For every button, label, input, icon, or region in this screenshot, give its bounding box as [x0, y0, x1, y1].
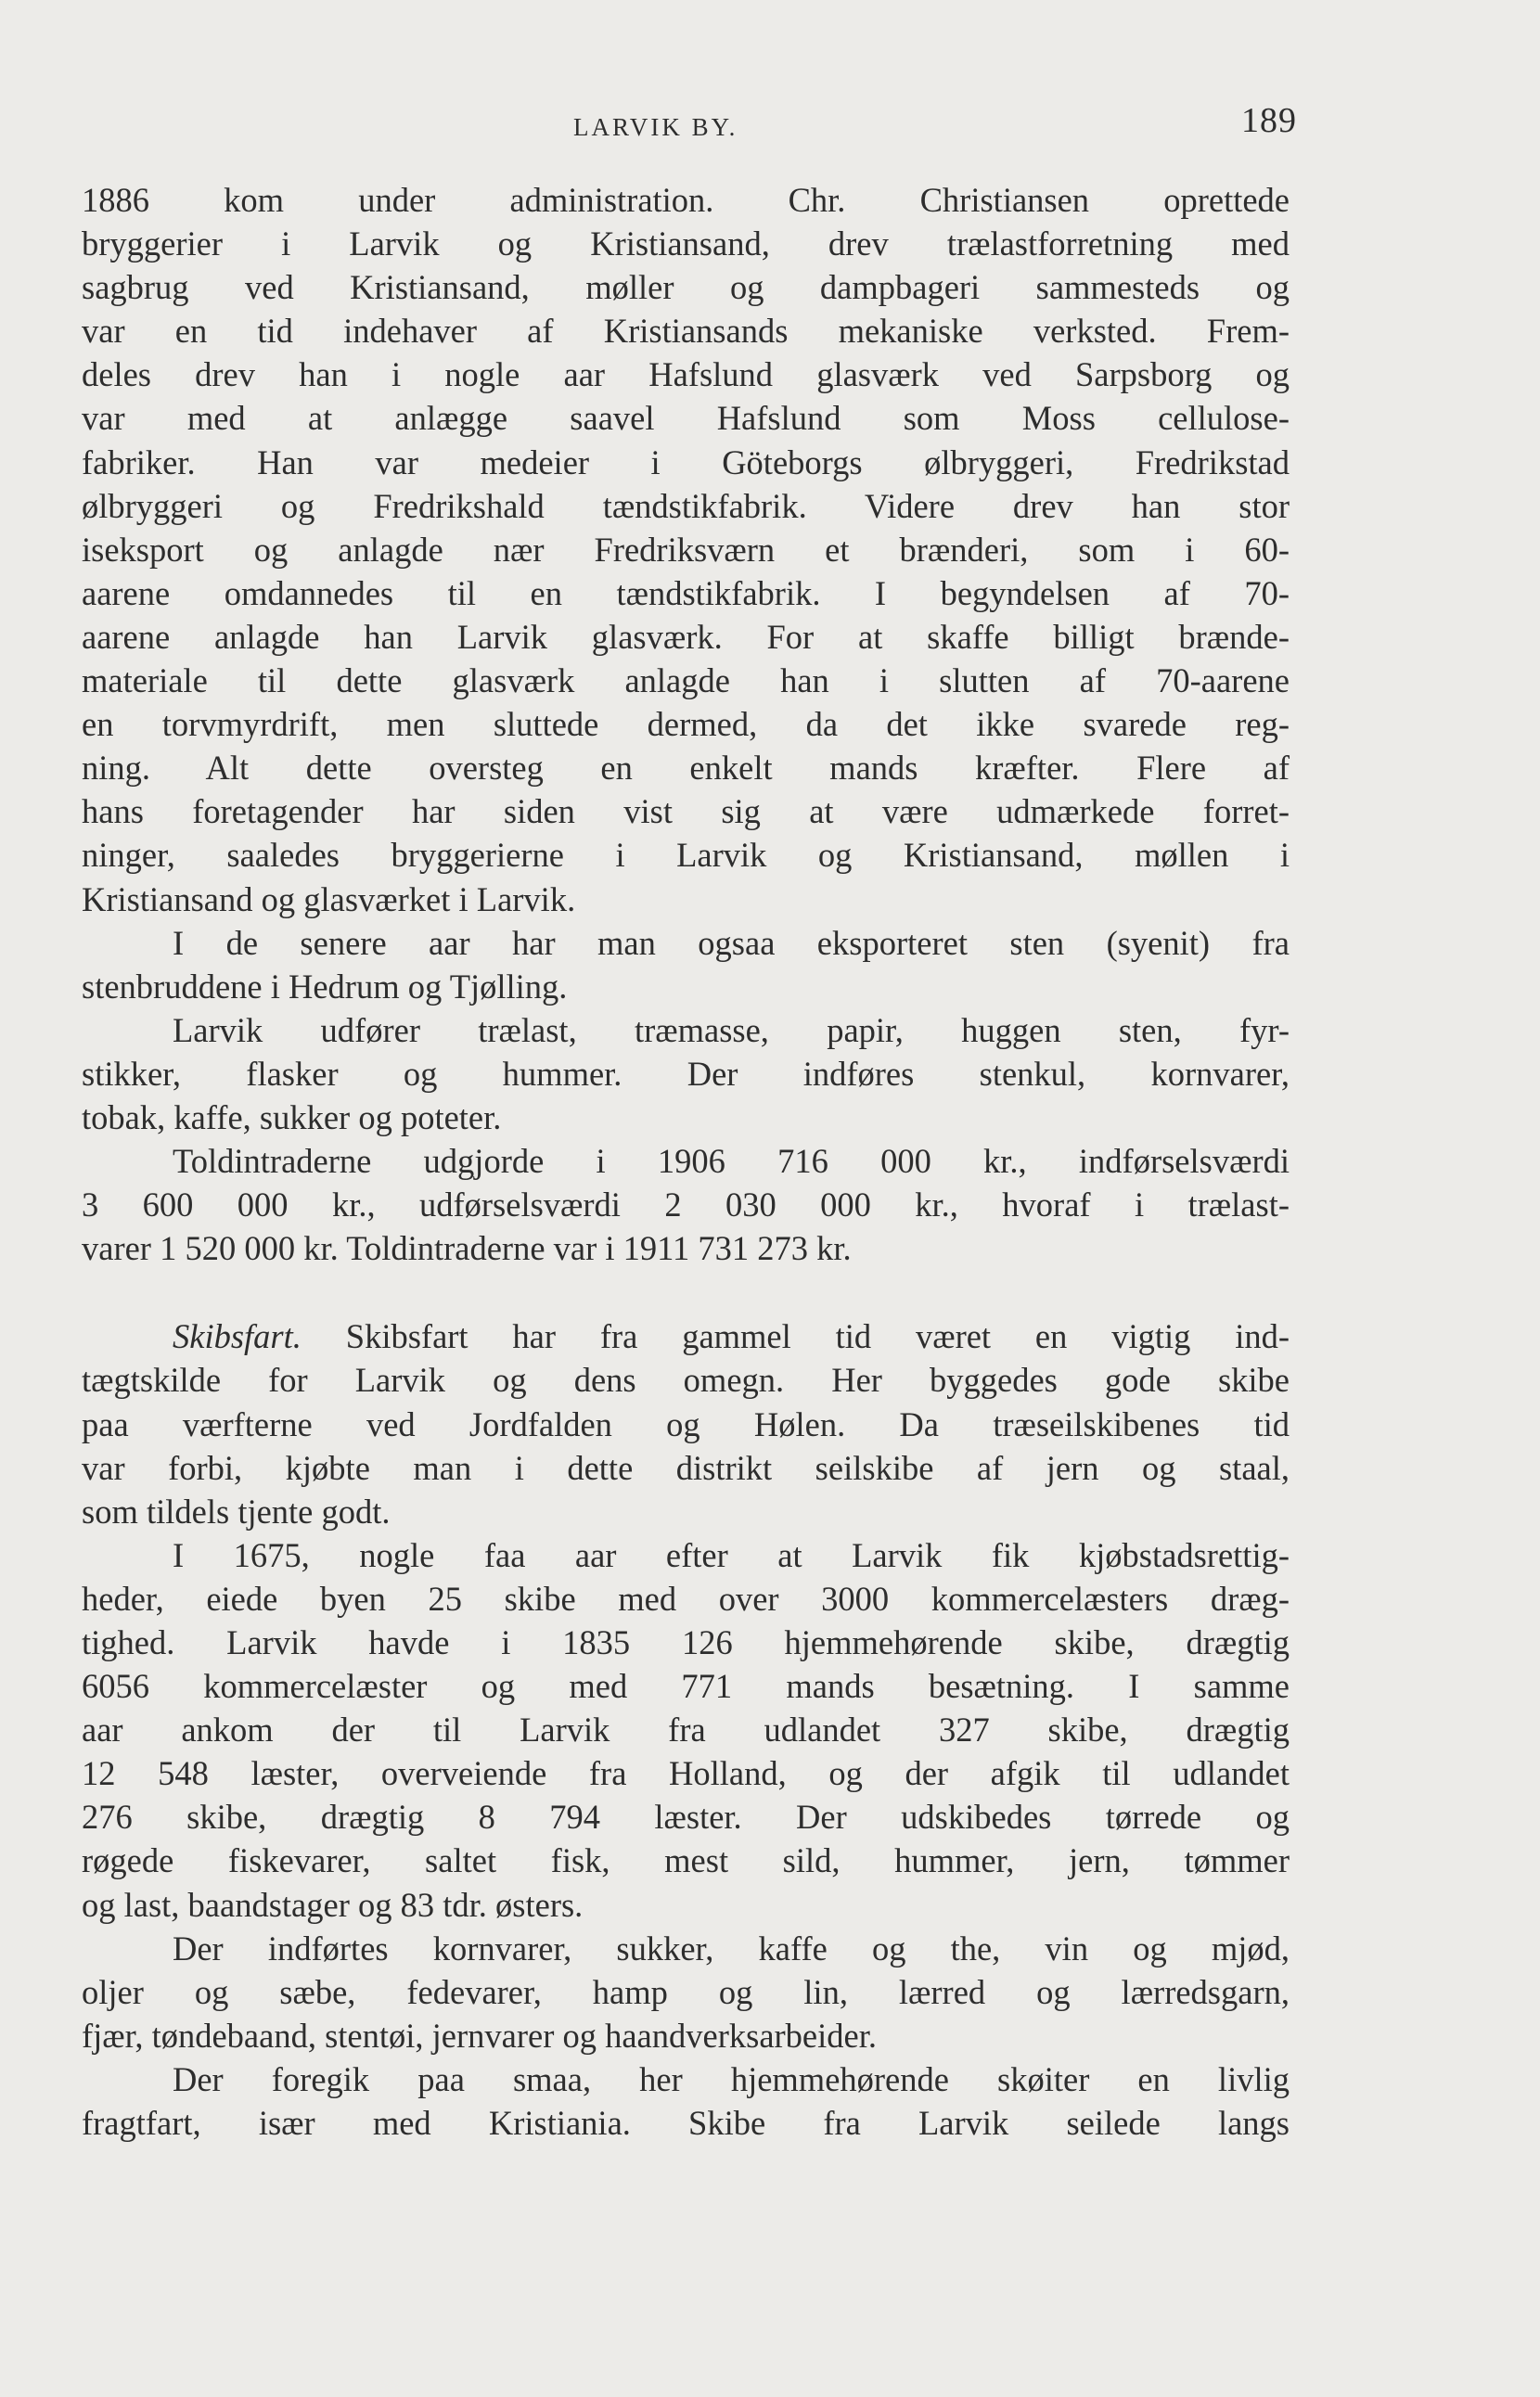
- text-line: ning. Alt dette oversteg en enkelt mands kræfter. Flere af: [82, 749, 1290, 788]
- running-title: LARVIK BY.: [573, 113, 738, 141]
- paragraph-imports-list: [82, 1927, 1290, 2057]
- paragraph-customs-revenue: [82, 1139, 1290, 1270]
- text-line: var med at anlægge saavel Hafslund som Moss cellulose-: [82, 399, 1290, 438]
- text-line: Kristiansand og glasværket i Larvik.: [82, 879, 576, 918]
- page-number: 189: [1241, 101, 1297, 140]
- text-line: fjær, tøndebaand, stentøi, jernvarer og haandverksarbeider.: [82, 2016, 877, 2055]
- paragraph-stone-export: [82, 921, 1290, 1008]
- text-line: var en tid indehaver af Kristiansands mekaniske verksted. Frem-: [82, 312, 1290, 351]
- paragraph-shipping: [82, 1314, 1290, 1532]
- text-line: varer 1 520 000 kr. Toldintraderne var i 1911 731 273 kr.: [82, 1229, 852, 1268]
- text-line: 1886 kom under administration. Chr. Christiansen oprettede: [82, 181, 1290, 219]
- text-line: var forbi, kjøbte man i dette distrikt seilskibe af jern og staal,: [82, 1448, 1290, 1487]
- text-line: ninger, saaledes bryggerierne i Larvik og Kristiansand, møllen i: [82, 836, 1290, 875]
- text-line: Der indførtes kornvarer, sukker, kaffe og the, vin og mjød,: [173, 1929, 1290, 1968]
- text-line: iseksport og anlagde nær Fredriksværn et brænderi, som i 60-: [82, 530, 1290, 569]
- text-line: materiale til dette glasværk anlagde han i slutten af 70-aarene: [82, 661, 1290, 700]
- text-line: I de senere aar har man ogsaa eksporteret sten (syenit) fra: [173, 923, 1290, 962]
- text-line: hans foretagender har siden vist sig at være udmærkede forret-: [82, 792, 1290, 831]
- text-line: 3 600 000 kr., udførselsværdi 2 030 000 kr., hvoraf i trælast-: [82, 1186, 1290, 1224]
- text-line: tobak, kaffe, sukker og poteter.: [82, 1097, 502, 1136]
- text-line: paa værfterne ved Jordfalden og Hølen. Da træseilskibenes tid: [82, 1404, 1290, 1443]
- text-line: bryggerier i Larvik og Kristiansand, drev trælastforretning med: [82, 224, 1290, 263]
- text-line: deles drev han i nogle aar Hafslund glasværk ved Sarpsborg og: [82, 355, 1290, 394]
- text-line: stenbruddene i Hedrum og Tjølling.: [82, 967, 568, 1006]
- text-line: stikker, flasker og hummer. Der indføres stenkul, kornvarer,: [82, 1054, 1290, 1093]
- text-line: oljer og sæbe, fedevarer, hamp og lin, lærred og lærredsgarn,: [82, 1972, 1290, 2011]
- text-line: I 1675, nogle faa aar efter at Larvik fik kjøbstadsrettig-: [173, 1535, 1290, 1574]
- paragraph-exports-imports: [82, 1008, 1290, 1139]
- text-line: ølbryggeri og Fredrikshald tændstikfabrik. Videre drev han stor: [82, 486, 1290, 525]
- text-line: aarene anlagde han Larvik glasværk. For at skaffe billigt brænde-: [82, 617, 1290, 656]
- body-text: [82, 178, 1290, 2145]
- text-line: Der foregik paa smaa, her hjemmehørende skøiter en livlig: [173, 2059, 1290, 2098]
- text-line: fragtfart, især med Kristiania. Skibe fra Larvik seilede langs: [82, 2104, 1290, 2143]
- text-line: som tildels tjente godt.: [82, 1492, 391, 1531]
- text-line-content: Skibsfart har fra gammel tid været en vigtig ind-: [345, 1317, 1290, 1356]
- paragraph-brewery-history: [82, 178, 1290, 921]
- text-line: tighed. Larvik havde i 1835 126 hjemmehørende skibe, drægtig: [82, 1623, 1290, 1661]
- text-line: og last, baandstager og 83 tdr. østers.: [82, 1885, 584, 1924]
- section-heading-skibsfart: Skibsfart.: [173, 1317, 302, 1356]
- text-line: heder, eiede byen 25 skibe med over 3000 kommercelæsters dræg-: [82, 1579, 1290, 1618]
- text-line: fabriker. Han var medeier i Göteborgs ølbryggeri, Fredrikstad: [82, 442, 1290, 481]
- text-line: 12 548 læster, overveiende fra Holland, og der afgik til udlandet: [82, 1754, 1290, 1793]
- text-line: aarene omdannedes til en tændstikfabrik. I begyndelsen af 70-: [82, 573, 1290, 612]
- section-gap: [82, 1270, 1290, 1314]
- text-line: [82, 1314, 1290, 1358]
- paragraph-fleet-1675: [82, 1533, 1290, 1927]
- paragraph-freight-trade: [82, 2057, 1290, 2145]
- text-line: 6056 kommercelæster og med 771 mands besætning. I samme: [82, 1667, 1290, 1706]
- text-line: aar ankom der til Larvik fra udlandet 327 skibe, drægtig: [82, 1711, 1290, 1750]
- text-line: en torvmyrdrift, men sluttede dermed, da det ikke svarede reg-: [82, 705, 1290, 744]
- text-line: tægtskilde for Larvik og dens omegn. Her byggedes gode skibe: [82, 1361, 1290, 1400]
- running-head: [82, 100, 1297, 156]
- text-line: Larvik udfører trælast, træmasse, papir, huggen sten, fyr-: [173, 1010, 1290, 1049]
- text-line: sagbrug ved Kristiansand, møller og dampbageri sammesteds og: [82, 268, 1290, 307]
- text-line: Toldintraderne udgjorde i 1906 716 000 kr., indførselsværdi: [173, 1142, 1290, 1181]
- text-line: røgede fiskevarer, saltet fisk, mest sild, hummer, jern, tømmer: [82, 1841, 1290, 1880]
- text-line: 276 skibe, drægtig 8 794 læster. Der udskibedes tørrede og: [82, 1798, 1290, 1837]
